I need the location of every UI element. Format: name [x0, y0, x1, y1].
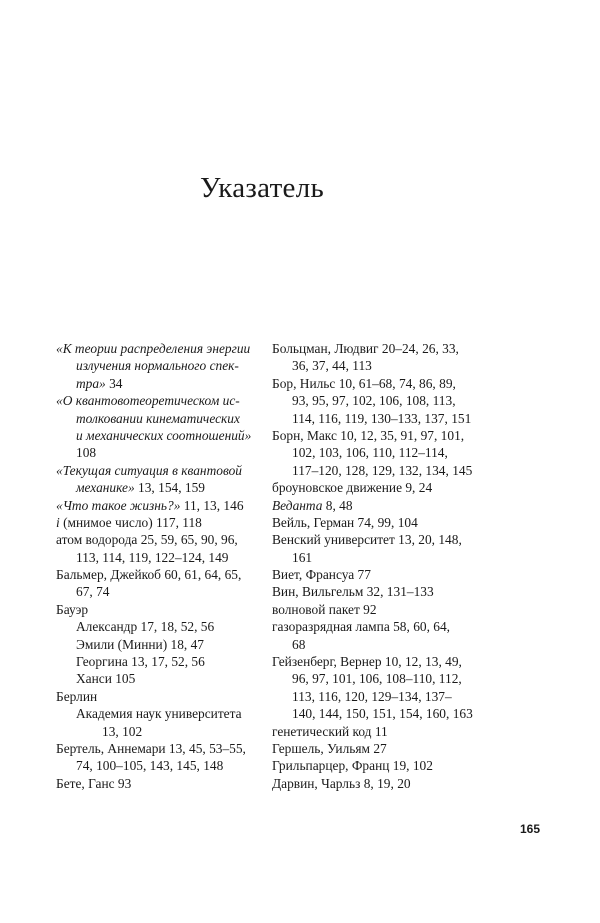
index-entry-text: 113, 114, 119, 122–124, 149 — [76, 549, 229, 565]
index-entry-line — [56, 497, 268, 514]
index-entry-text: 114, 116, 119, 130–133, 137, 151 — [292, 410, 472, 426]
index-entry-line — [56, 444, 268, 461]
index-entry-text: атом водорода 25, 59, 65, 90, 96, — [56, 532, 238, 548]
index-entry-text: броуновское движение 9, 24 — [272, 480, 433, 496]
index-entry-text: Бауэр — [56, 601, 89, 617]
index-entry-text: 13, 154, 159 — [134, 480, 205, 496]
index-entry-line — [272, 618, 512, 635]
index-entry-line — [56, 549, 268, 566]
index-entry-text: излучения нормального спек- — [76, 358, 239, 374]
index-entry-text: 161 — [292, 549, 313, 565]
index-entry-text: Бертель, Аннемари 13, 45, 53–55, — [56, 740, 246, 756]
index-entry-text: 11, 13, 146 — [180, 497, 244, 513]
index-entry-text: и механических соотношений» — [76, 427, 252, 443]
index-entry-line — [56, 410, 268, 427]
index-entry-line — [272, 775, 512, 792]
index-entry-line — [272, 410, 512, 427]
index-entry-line — [56, 705, 268, 722]
page-number: 165 — [520, 822, 541, 836]
index-entry-line — [56, 462, 268, 479]
index-column-right — [272, 340, 512, 792]
index-entry-line — [272, 723, 512, 740]
index-entry-text: механике» — [76, 480, 135, 496]
index-entry-line — [56, 775, 268, 792]
index-entry-text: «Текущая ситуация в квантовой — [56, 462, 242, 478]
index-entry-line — [56, 653, 268, 670]
index-entry-text: генетический код 11 — [272, 723, 388, 739]
index-entry-text: i — [56, 514, 60, 530]
index-entry-line — [56, 531, 268, 548]
index-entry-text: «Что такое жизнь?» — [56, 497, 181, 513]
index-entry-text: 113, 116, 120, 129–134, 137– — [292, 688, 452, 704]
index-entry-line — [272, 705, 512, 722]
index-entry-line — [272, 653, 512, 670]
index-entry-text: Бор, Нильс 10, 61–68, 74, 86, 89, — [272, 375, 456, 391]
index-entry-text: 13, 102 — [102, 723, 143, 739]
index-entry-text: Вейль, Герман 74, 99, 104 — [272, 514, 418, 530]
index-entry-line — [56, 723, 268, 740]
index-entry-line — [56, 757, 268, 774]
index-entry-line — [56, 340, 268, 357]
index-entry-text: 68 — [292, 636, 306, 652]
index-entry-text: (мнимое число) 117, 118 — [59, 514, 202, 530]
index-entry-text: Борн, Макс 10, 12, 35, 91, 97, 101, — [272, 427, 465, 443]
index-entry-text: волновой пакет 92 — [272, 601, 377, 617]
index-entry-text: тра» — [76, 375, 106, 391]
index-entry-text: Гейзенберг, Вернер 10, 12, 13, 49, — [272, 654, 462, 670]
index-entry-line — [272, 392, 512, 409]
index-entry-line — [56, 618, 268, 635]
index-entry-text: 8, 48 — [322, 497, 353, 513]
index-entry-line — [56, 740, 268, 757]
index-entry-text: Бете, Ганс 93 — [56, 775, 132, 791]
index-entry-text: 117–120, 128, 129, 132, 134, 145 — [292, 462, 473, 478]
index-entry-line — [56, 566, 268, 583]
index-entry-line — [272, 479, 512, 496]
index-entry-line — [272, 375, 512, 392]
index-entry-text: Грильпарцер, Франц 19, 102 — [272, 758, 433, 774]
index-entry-line — [56, 514, 268, 531]
index-entry-text: Александр 17, 18, 52, 56 — [76, 619, 215, 635]
index-entry-line — [272, 462, 512, 479]
index-entry-text: «К теории распределения энергии — [56, 341, 251, 356]
index-entry-line — [56, 688, 268, 705]
index-entry-line — [272, 566, 512, 583]
index-entry-line — [272, 444, 512, 461]
index-entry-text: Бальмер, Джейкоб 60, 61, 64, 65, — [56, 567, 242, 583]
index-entry-line — [56, 427, 268, 444]
index-entry-line — [272, 531, 512, 548]
index-entry-text: 108 — [76, 445, 97, 461]
index-entry-text: Эмили (Минни) 18, 47 — [76, 636, 204, 652]
index-entry-line — [56, 479, 268, 496]
index-entry-text: Георгина 13, 17, 52, 56 — [76, 654, 205, 670]
index-entry-text: 74, 100–105, 143, 145, 148 — [76, 758, 224, 774]
index-entry-text: 102, 103, 106, 110, 112–114, — [292, 445, 448, 461]
index-entry-line — [272, 514, 512, 531]
index-entry-text: Венский университет 13, 20, 148, — [272, 532, 462, 548]
index-entry-line — [272, 583, 512, 600]
index-entry-text: Вин, Вильгельм 32, 131–133 — [272, 584, 434, 600]
index-entry-text: Ханси 105 — [76, 671, 136, 687]
index-entry-text: Дарвин, Чарльз 8, 19, 20 — [272, 775, 411, 791]
index-entry-text: «О квантовотеоретическом ис- — [56, 393, 240, 409]
index-entry-text: 96, 97, 101, 106, 108–110, 112, — [292, 671, 462, 687]
index-entry-text: Виет, Франсуа 77 — [272, 567, 371, 583]
index-column-left — [56, 340, 268, 792]
index-entry-line — [272, 636, 512, 653]
index-entry-line — [272, 340, 512, 357]
index-entry-line — [272, 427, 512, 444]
index-entry-text: 67, 74 — [76, 584, 110, 600]
index-entry-line — [272, 601, 512, 618]
index-entry-line — [272, 357, 512, 374]
page-title: Указатель — [199, 172, 325, 204]
index-entry-text: 34 — [105, 375, 123, 391]
index-entry-text: газоразрядная лампа 58, 60, 64, — [272, 619, 451, 635]
index-entry-line — [272, 740, 512, 757]
index-entry-text: Гершель, Уильям 27 — [272, 740, 387, 756]
index-entry-line — [56, 375, 268, 392]
index-entry-text: 93, 95, 97, 102, 106, 108, 113, — [292, 393, 456, 409]
index-entry-line — [272, 670, 512, 687]
index-entry-text: толковании кинематических — [76, 410, 240, 426]
index-entry-line — [56, 357, 268, 374]
index-entry-text: Веданта — [272, 497, 323, 513]
index-entry-text: Больцман, Людвиг 20–24, 26, 33, — [272, 341, 459, 356]
index-entry-line — [56, 392, 268, 409]
index-entry-line — [272, 688, 512, 705]
index-entry-text: 36, 37, 44, 113 — [292, 358, 372, 374]
index-entry-line — [272, 757, 512, 774]
index-entry-line — [56, 636, 268, 653]
index-entry-line — [56, 670, 268, 687]
index-entry-text: Академия наук университета — [76, 706, 242, 722]
index-entry-text: 140, 144, 150, 151, 154, 160, 163 — [292, 706, 473, 722]
index-entry-line — [56, 583, 268, 600]
index-entry-text: Берлин — [56, 688, 98, 704]
index-entry-line — [56, 601, 268, 618]
index-entry-line — [272, 549, 512, 566]
index-entry-line — [272, 497, 512, 514]
